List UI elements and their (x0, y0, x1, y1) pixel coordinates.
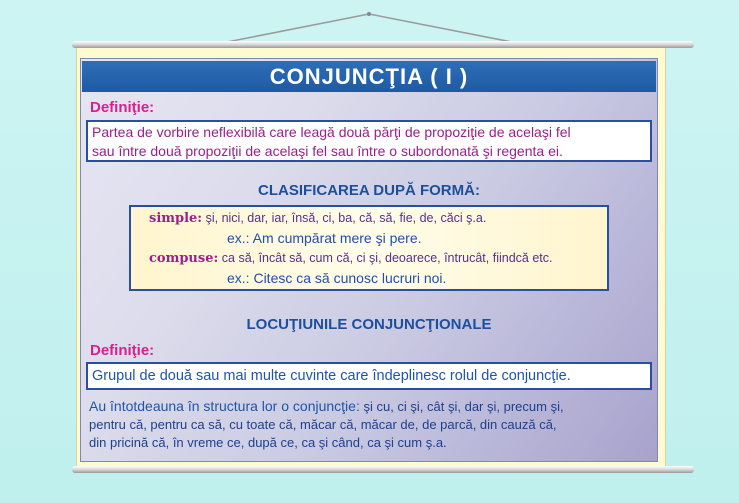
poster-bottom-rod (72, 466, 694, 473)
definition2-label: Definiţie: (90, 342, 155, 359)
compound-label: compuse: (149, 251, 219, 266)
definition-line-1: Partea de vorbire neflexibilă care leagă două părţi de propoziţie de acelaşi fel (92, 124, 571, 140)
structure-text (89, 397, 649, 452)
structure-line-2: pentru că, pentru ca să, cu toate că, măcar că, măcar de, de parcă, din cauză că, (89, 417, 557, 432)
definition-box (86, 120, 652, 162)
locutions-heading: LOCUŢIUNILE CONJUNCŢIONALE (246, 316, 492, 333)
structure-line-lead (89, 397, 649, 416)
simple-example: ex.: Am cumpărat mere şi pere. (227, 230, 422, 246)
poster-top-rod (72, 41, 694, 48)
definition2-text: Grupul de două sau mai multe cuvinte care îndeplinesc rolul de conjuncţie. (92, 368, 571, 384)
compound-text: ca să, încât să, cum că, ci şi, deoarece, întrucât, fiindcă etc. (221, 251, 553, 265)
definition2-box (86, 362, 652, 390)
definition-label: Definiţie: (90, 99, 155, 116)
simple-row (149, 208, 486, 229)
compound-example: ex.: Citesc ca să cunosc lucruri noi. (227, 270, 447, 286)
poster-title: CONJUNCŢIA ( I ) (82, 61, 656, 92)
simple-label: simple: (149, 211, 203, 226)
structure-line-1: şi cu, ci şi, cât şi, dar şi, precum şi, (363, 399, 564, 414)
simple-text: şi, nici, dar, iar, însă, ci, ba, că, să, fie, de, căci ş.a. (205, 211, 487, 225)
structure-line-3: din pricină că, în vreme ce, după ce, ca şi când, ca şi cum ş.a. (89, 435, 447, 450)
definition-line-2: sau între două propoziţii de acelaşi fel sau între o subordonată şi regenta ei. (92, 143, 563, 159)
structure-lead: Au întotdeauna în structura lor o conjuncţie: (89, 398, 360, 414)
compound-row (149, 248, 552, 269)
classification-heading: CLASIFICAREA DUPĂ FORMĂ: (258, 182, 480, 199)
classification-box (129, 205, 609, 291)
